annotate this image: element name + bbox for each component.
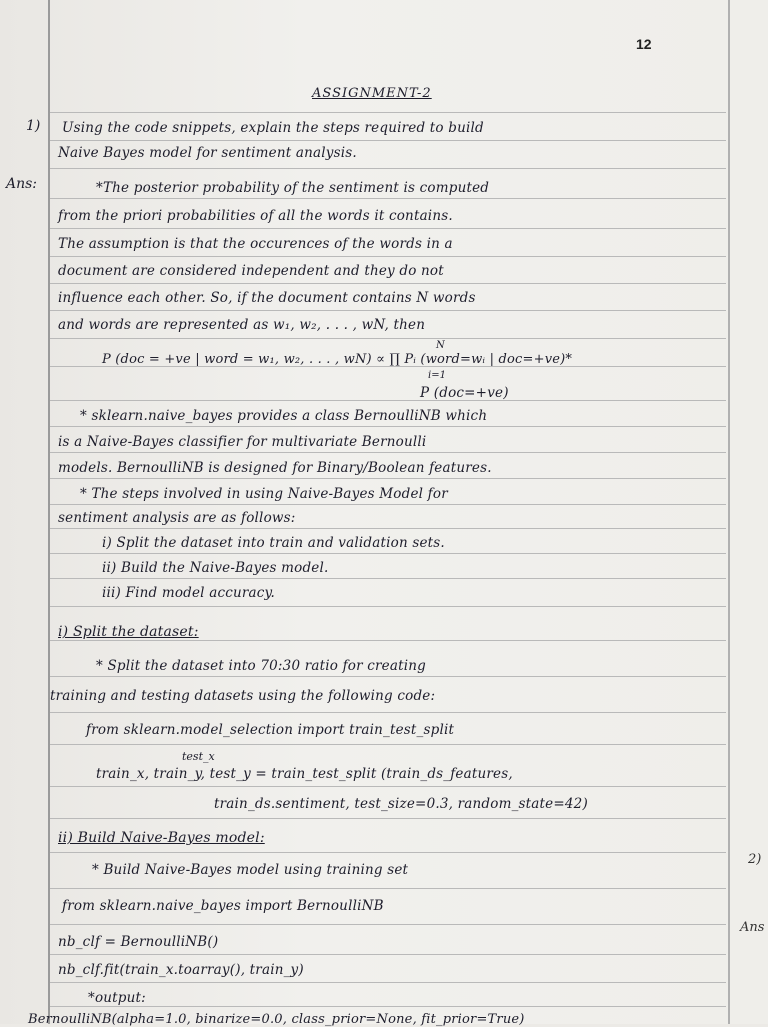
code-line: from sklearn.model_selection import train_test_split: [86, 722, 455, 738]
ruled-line: [50, 818, 726, 819]
code-line: nb_clf = BernoulliNB(): [58, 934, 219, 950]
right-margin-line: [728, 0, 730, 1024]
ruled-line: [50, 553, 726, 554]
ruled-line: [50, 283, 726, 284]
formula-denominator: P (doc=+ve): [420, 385, 509, 401]
paragraph-line: * sklearn.naive_bayes provides a class BernoulliNB which: [80, 408, 488, 424]
ruled-line: [50, 982, 726, 983]
ruled-line: [50, 676, 726, 677]
paragraph-line: sentiment analysis are as follows:: [58, 510, 296, 526]
ruled-line: [50, 168, 726, 169]
side-note: Ans: [740, 920, 765, 935]
code-line: nb_clf.fit(train_x.toarray(), train_y): [58, 962, 304, 978]
ruled-line: [50, 924, 726, 925]
ruled-line: [50, 528, 726, 529]
code-line: train_x, train_y, test_y = train_test_split (train_ds_features,: [96, 766, 513, 782]
page-number: 12: [636, 36, 652, 52]
section-heading: ii) Build Naive-Bayes model:: [58, 830, 265, 846]
ruled-line: [50, 1006, 726, 1007]
ruled-line: [50, 888, 726, 889]
product-upper-index: N: [436, 340, 445, 351]
question-line: Using the code snippets, explain the steps required to build: [62, 120, 484, 136]
question-number: 1): [26, 118, 41, 134]
ruled-line: [50, 786, 726, 787]
ruled-line: [50, 954, 726, 955]
code-line: train_ds.sentiment, test_size=0.3, random_state=42): [214, 796, 588, 812]
answer-label: Ans:: [6, 176, 38, 192]
paragraph-line: from the priori probabilities of all the words it contains.: [58, 208, 453, 224]
ruled-line: [50, 504, 726, 505]
code-line: from sklearn.naive_bayes import BernoulliNB: [62, 898, 384, 914]
ruled-line: [50, 112, 726, 113]
ruled-line: [50, 478, 726, 479]
ruled-line: [50, 606, 726, 607]
formula-line: P (doc = +ve | word = w₁, w₂, . . . , wN) ∝ ∏ Pᵢ (word=wᵢ | doc=+ve)*: [102, 352, 573, 367]
step-item: ii) Build the Naive-Bayes model.: [102, 560, 329, 576]
question-line: Naive Bayes model for sentiment analysis.: [58, 145, 357, 161]
code-superscript: test_x: [182, 750, 215, 763]
ruled-line: [50, 640, 726, 641]
ruled-line: [50, 578, 726, 579]
paragraph-line: and words are represented as w₁, w₂, . . . , wN, then: [58, 317, 426, 333]
paragraph-line: is a Naive-Bayes classifier for multivariate Bernoulli: [58, 434, 427, 450]
section-line: * Build Naive-Bayes model using training set: [92, 862, 409, 878]
step-item: i) Split the dataset into train and validation sets.: [102, 535, 445, 551]
ruled-line: [50, 338, 726, 339]
paragraph-line: The assumption is that the occurences of the words in a: [58, 236, 453, 252]
paragraph-line: influence each other. So, if the document contains N words: [58, 290, 476, 306]
ruled-line: [50, 426, 726, 427]
section-heading: i) Split the dataset:: [58, 624, 199, 640]
ruled-line: [50, 228, 726, 229]
paragraph-line: models. BernoulliNB is designed for Binary/Boolean features.: [58, 460, 492, 476]
assignment-title: ASSIGNMENT-2: [312, 86, 432, 101]
step-item: iii) Find model accuracy.: [102, 585, 276, 601]
paragraph-line: *The posterior probability of the sentiment is computed: [96, 180, 490, 196]
output-label: *output:: [88, 990, 146, 1006]
section-line: training and testing datasets using the following code:: [50, 688, 436, 704]
ruled-line: [50, 452, 726, 453]
ruled-line: [50, 744, 726, 745]
section-line: * Split the dataset into 70:30 ratio for creating: [96, 658, 426, 674]
side-note: 2): [748, 852, 762, 867]
paragraph-line: * The steps involved in using Naive-Bayes Model for: [80, 486, 448, 502]
ruled-line: [50, 400, 726, 401]
left-margin-line: [48, 0, 50, 1024]
product-lower-index: i=1: [428, 370, 446, 381]
ruled-line: [50, 310, 726, 311]
ruled-line: [50, 198, 726, 199]
ruled-line: [50, 712, 726, 713]
ruled-line: [50, 256, 726, 257]
ruled-line: [50, 852, 726, 853]
ruled-line: [50, 140, 726, 141]
output-line: BernoulliNB(alpha=1.0, binarize=0.0, class_prior=None, fit_prior=True): [28, 1012, 525, 1027]
paragraph-line: document are considered independent and they do not: [58, 263, 444, 279]
